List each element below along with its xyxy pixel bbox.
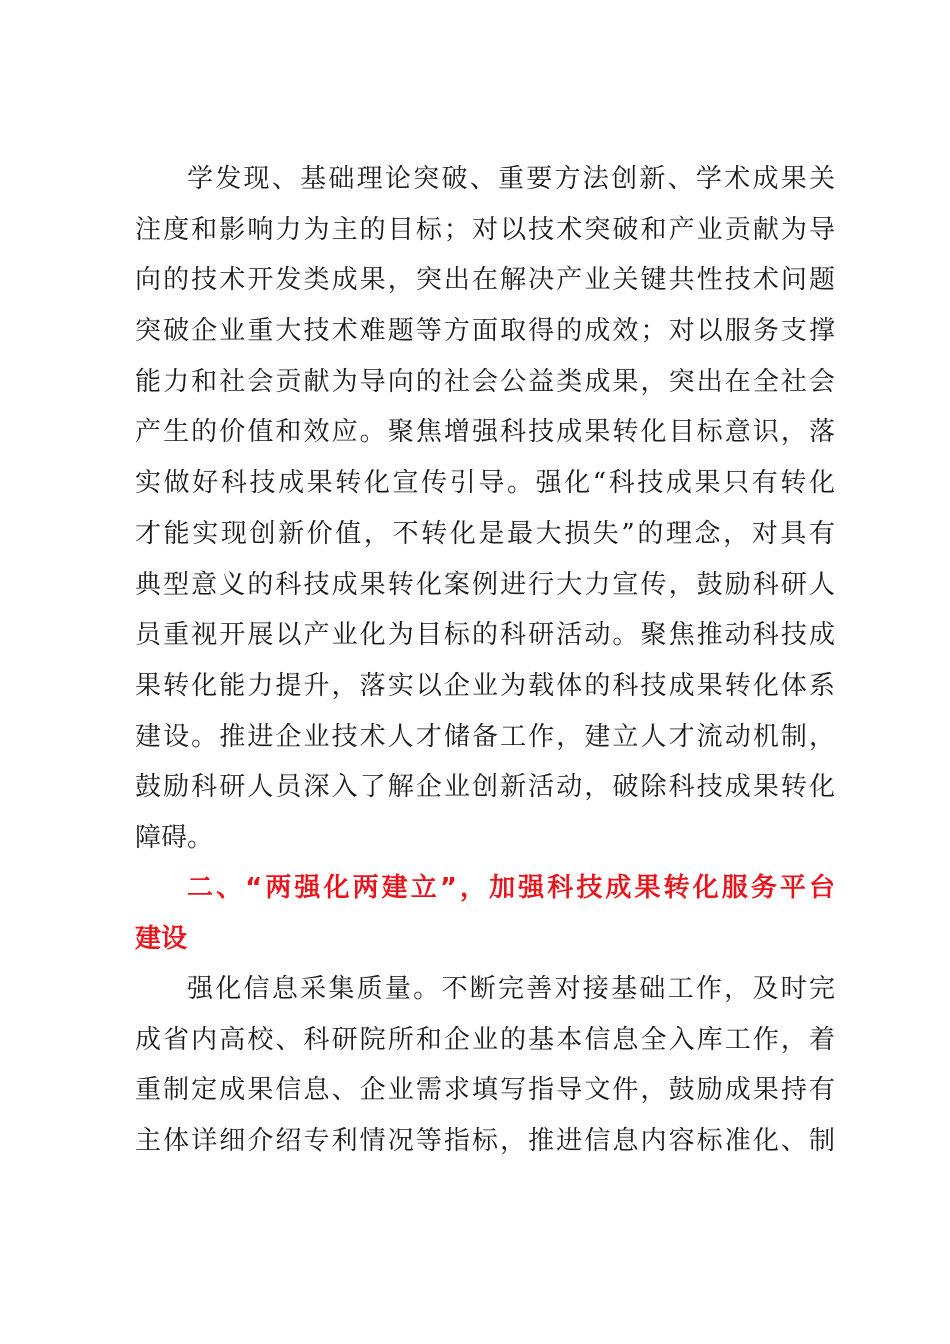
paragraph-line: 实做好科技成果转化宣传引导。强化“科技成果只有转化 xyxy=(135,468,835,499)
paragraph-line: 突破企业重大技术难题等方面取得的成效；对以服务支撑 xyxy=(135,316,835,347)
section-heading xyxy=(135,863,835,964)
paragraph-line: 鼓励科研人员深入了解企业创新活动，破除科技成果转化 xyxy=(135,772,835,803)
paragraph-body-1 xyxy=(135,154,835,864)
paragraph-line: 典型意义的科技成果转化案例进行大力宣传，鼓励科研人 xyxy=(135,569,835,600)
paragraph-body-2 xyxy=(135,964,835,1167)
paragraph-line: 果转化能力提升，落实以企业为载体的科技成果转化体系 xyxy=(135,670,835,701)
paragraph-line: 注度和影响力为主的目标；对以技术突破和产业贡献为导 xyxy=(135,214,835,245)
paragraph-line: 学发现、基础理论突破、重要方法创新、学术成果关 xyxy=(187,164,835,194)
paragraph-line: 才能实现创新价值，不转化是最大损失”的理念，对具有 xyxy=(135,518,835,549)
paragraph-line: 强化信息采集质量。不断完善对接基础工作，及时完 xyxy=(187,974,835,1004)
paragraph-line: 成省内高校、科研院所和企业的基本信息全入库工作，着 xyxy=(135,1024,835,1055)
paragraph-line: 产生的价值和效应。聚焦增强科技成果转化目标意识，落 xyxy=(135,417,835,448)
paragraph-line: 主体详细介绍专利情况等指标，推进信息内容标准化、制 xyxy=(135,1126,835,1157)
paragraph-line: 重制定成果信息、企业需求填写指导文件，鼓励成果持有 xyxy=(135,1075,835,1106)
paragraph-line: 建设。推进企业技术人才储备工作，建立人才流动机制， xyxy=(135,721,835,752)
paragraph-line: 能力和社会贡献为导向的社会公益类成果，突出在全社会 xyxy=(135,366,835,397)
heading-line: 二、“两强化两建立”，加强科技成果转化服务平台 xyxy=(187,873,835,903)
paragraph-line: 员重视开展以产业化为目标的科研活动。聚焦推动科技成 xyxy=(135,620,835,651)
paragraph-line: 向的技术开发类成果，突出在解决产业关键共性技术问题 xyxy=(135,265,835,296)
paragraph-line: 障碍。 xyxy=(135,822,214,853)
heading-line: 建设 xyxy=(135,923,188,954)
